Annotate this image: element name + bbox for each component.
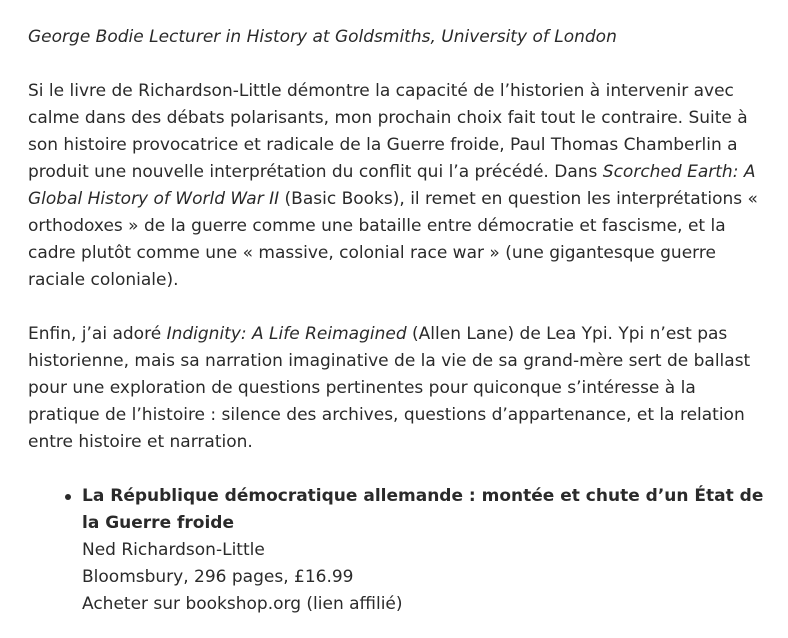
book-title-italic: Scorched Earth: A Global History of World War II xyxy=(28,162,756,209)
book-details: Bloomsbury, 296 pages, £16.99 xyxy=(82,567,354,587)
paragraph-text: (Basic Books), il remet en question les interprétations « orthodoxes » de la guerre comme une bataille entre démocratie et fascisme, et la cadre plutôt comme une « massive, colonial race war » (une gigantesque guerre raciale coloniale). xyxy=(28,189,758,290)
bullet-icon xyxy=(65,494,71,500)
book-title: La République démocratique allemande : montée et chute d’un État de la Guerre froide xyxy=(82,486,764,533)
book-title-italic: Indignity: A Life Reimagined xyxy=(166,324,407,344)
paragraph-text: (Allen Lane) de Lea Ypi. Ypi n’est pas historienne, mais sa narration imaginative de la vie de sa grand-mère sert de ballast pour une exploration de questions pertinentes pour quiconque s’intéresse à la pratique de l’histoire : silence des archives, questions d’appartenance, et la relation entre histoire et narration. xyxy=(28,324,751,452)
book-author: Ned Richardson-Little xyxy=(82,540,265,560)
paragraph-text: Si le livre de Richardson-Little démontre la capacité de l’historien à intervenir avec calme dans des débats polarisants, mon prochain choix fait tout le contraire. Suite à son histoire provocatrice et radicale de la Guerre froide, Paul Thomas Chamberlin a produit une nouvelle interprétation du conflit qui l’a précédé. Dans xyxy=(28,81,748,182)
book-list xyxy=(28,483,766,618)
paragraph-scorched-earth xyxy=(28,78,766,294)
paragraph-text: Enfin, j’ai adoré xyxy=(28,324,167,344)
paragraph-indignity xyxy=(28,321,766,456)
author-byline: George Bodie Lecturer in History at Goldsmiths, University of London xyxy=(28,27,617,47)
list-item xyxy=(82,483,766,618)
buy-link[interactable]: Acheter sur bookshop.org (lien affilié) xyxy=(82,594,403,614)
article-body xyxy=(28,24,766,618)
